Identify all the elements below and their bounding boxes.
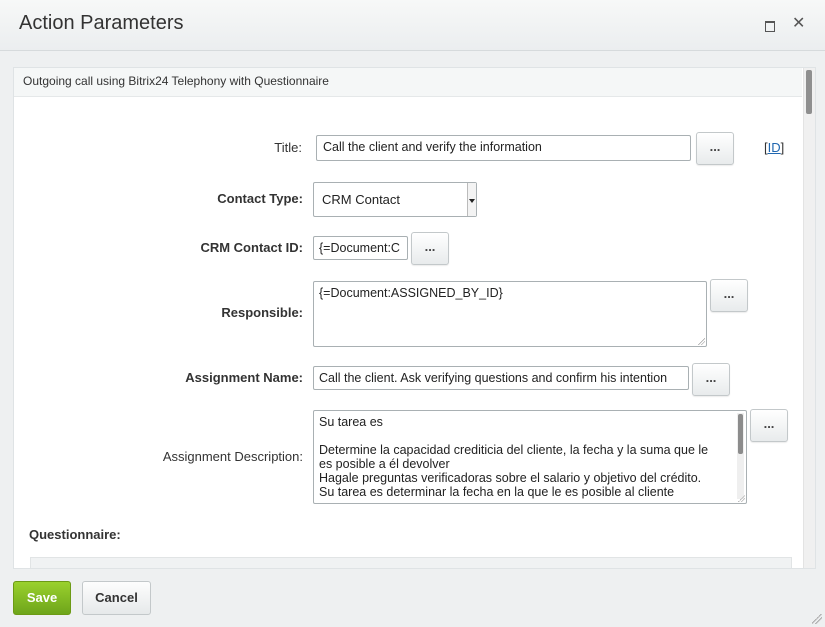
maximize-icon[interactable] xyxy=(765,21,775,32)
action-description: Outgoing call using Bitrix24 Telephony with Questionnaire xyxy=(23,74,329,88)
dialog-title: Action Parameters xyxy=(19,12,184,34)
close-icon[interactable]: ✕ xyxy=(792,15,806,32)
assignment-name-input[interactable]: Call the client. Ask verifying questions and confirm his intention xyxy=(313,366,689,390)
resize-handle[interactable] xyxy=(698,338,705,345)
cancel-button[interactable]: Cancel xyxy=(82,581,151,615)
description-line: es posible a él devolver xyxy=(319,457,450,471)
responsible-textarea[interactable] xyxy=(313,281,707,347)
id-link[interactable]: ID xyxy=(767,140,781,155)
action-subheader xyxy=(14,68,802,97)
dialog-resize-grip[interactable] xyxy=(812,614,822,624)
description-line: Su tarea es xyxy=(319,415,383,429)
dialog-content xyxy=(13,67,816,569)
description-scrollbar[interactable] xyxy=(737,413,744,499)
description-line: Hagale preguntas verificadoras sobre el salario y objetivo del crédito. xyxy=(319,471,702,485)
crm-contact-id-input[interactable]: {=Document:C xyxy=(313,236,408,260)
description-line xyxy=(319,429,732,443)
assignment-description-insert-button[interactable]: ... xyxy=(750,409,788,442)
questionnaire-block xyxy=(30,557,792,569)
crm-contact-id-label: CRM Contact ID: xyxy=(200,240,303,255)
responsible-value: {=Document:ASSIGNED_BY_ID} xyxy=(319,286,503,300)
contact-type-select[interactable] xyxy=(313,182,477,217)
title-insert-button[interactable]: ... xyxy=(696,132,734,165)
contact-type-label: Contact Type: xyxy=(217,191,303,206)
title-input[interactable]: Call the client and verify the information xyxy=(316,135,691,161)
description-line: Determine la capacidad crediticia del cliente, la fecha y la suma que le xyxy=(319,443,709,457)
assignment-description-label: Assignment Description: xyxy=(162,449,303,464)
chevron-down-icon xyxy=(467,183,476,216)
content-scrollbar[interactable] xyxy=(803,68,815,568)
id-bracket-close: ] xyxy=(780,140,785,155)
responsible-insert-button[interactable]: ... xyxy=(710,279,748,312)
assignment-name-insert-button[interactable]: ... xyxy=(692,363,730,396)
dialog-titlebar xyxy=(0,0,825,51)
responsible-label: Responsible: xyxy=(221,305,303,320)
content-scroll-thumb[interactable] xyxy=(806,70,812,114)
assignment-name-label: Assignment Name: xyxy=(185,370,303,385)
contact-type-value: CRM Contact xyxy=(322,192,401,207)
crm-contact-id-insert-button[interactable]: ... xyxy=(411,232,449,265)
questionnaire-label: Questionnaire: xyxy=(29,527,121,542)
description-line: Su tarea es determinar la fecha en la que le es posible al cliente xyxy=(319,485,675,499)
assignment-description-textarea[interactable] xyxy=(313,410,747,504)
id-link-wrap xyxy=(764,140,784,155)
title-label: Title: xyxy=(274,140,302,155)
resize-handle[interactable] xyxy=(738,495,745,502)
id-bracket-open: [ xyxy=(764,140,768,155)
save-button[interactable]: Save xyxy=(13,581,71,615)
description-scroll-thumb[interactable] xyxy=(738,414,743,454)
